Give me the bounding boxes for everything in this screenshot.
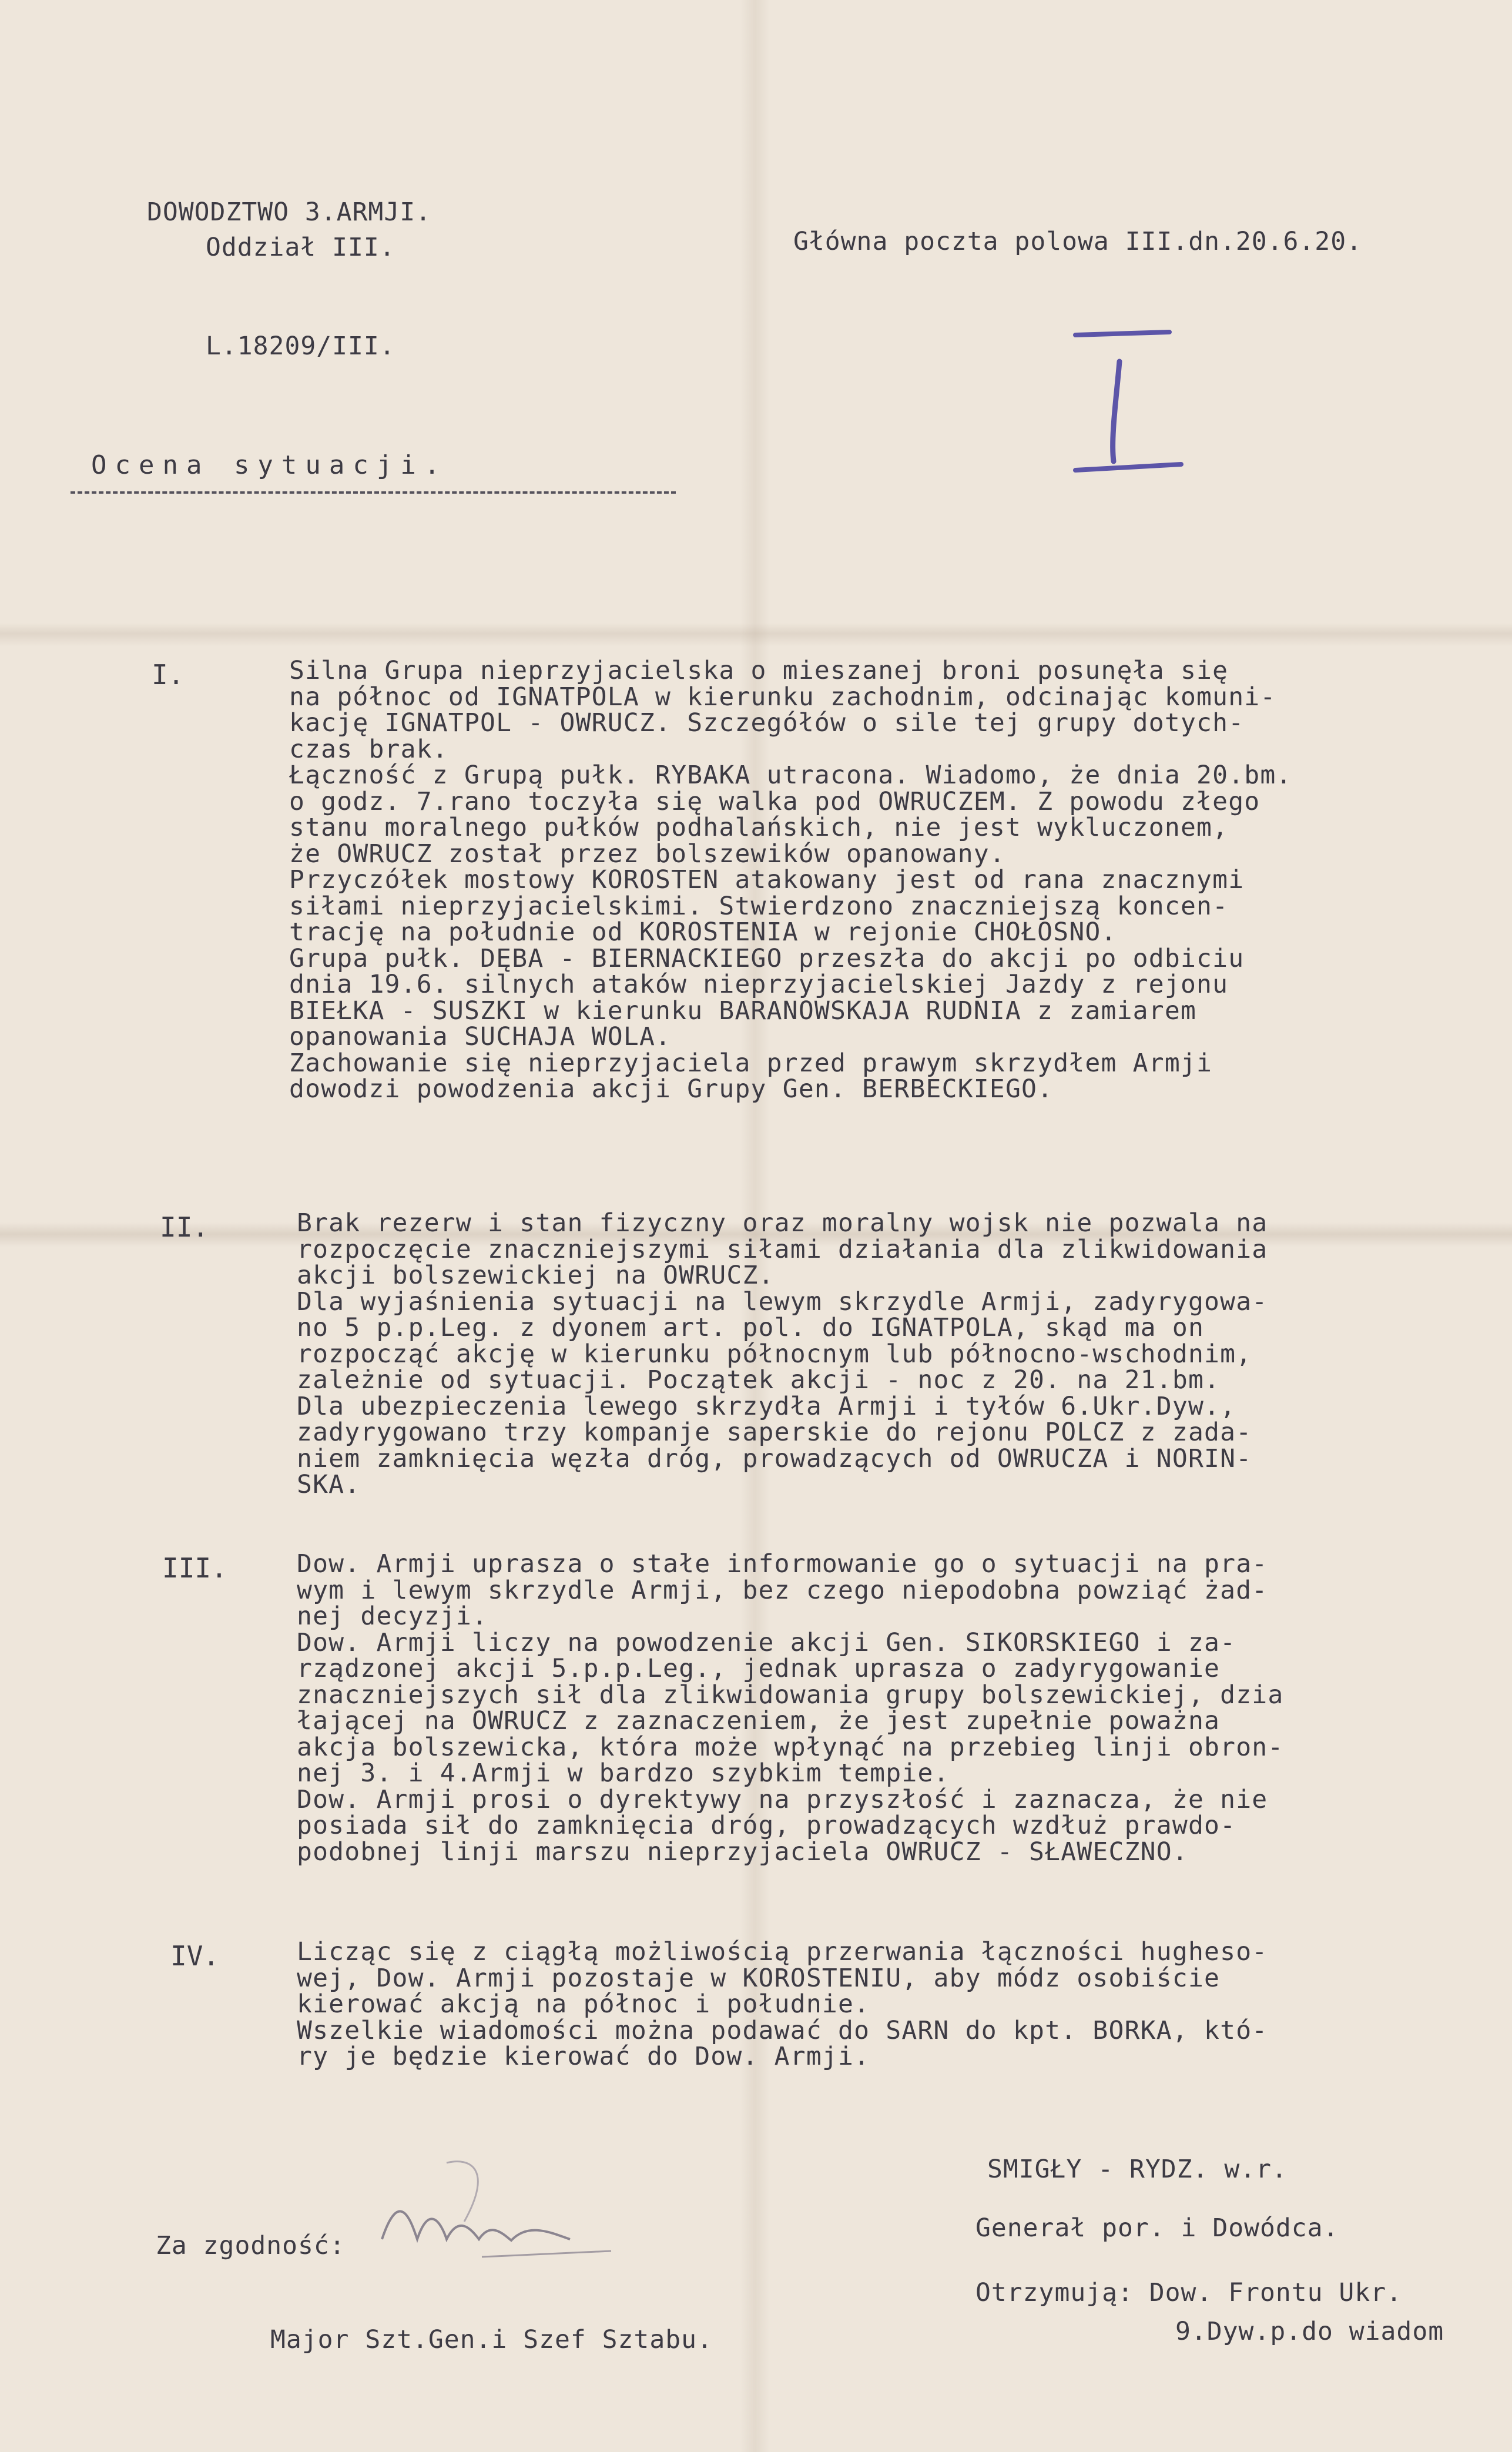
recipients-line-2: 9.Dyw.p.do wiadom [1175, 2317, 1444, 2346]
handwritten-signature [376, 2151, 635, 2304]
signatory-rank: Generał por. i Dowódca. [975, 2213, 1339, 2243]
section-line: niem zamknięcia węzła dróg, prowadzących od OWRUCZA i NORIN- [297, 1444, 1252, 1473]
section-line: o godz. 7.rano toczyła się walka pod OWRUCZEM. Z powodu złego [289, 787, 1260, 816]
signatory-name: SMIGŁY - RYDZ. w.r. [987, 2155, 1288, 2184]
certification-label: Za zgodność: [156, 2231, 346, 2260]
section-line: wej, Dow. Armji pozostaje w KOROSTENIU, aby módz osobiście [297, 1964, 1221, 1993]
section-line: nej decyzji. [297, 1602, 488, 1631]
section-number: I. [152, 659, 185, 691]
command-header: DOWODZTWO 3.ARMJI. [147, 197, 431, 227]
section-line: dowodzi powodzenia akcji Grupy Gen. BERBECKIEGO. [289, 1074, 1054, 1104]
section-line: podobnej linji marszu nieprzyjaciela OWRUCZ - SŁAWECZNO. [297, 1837, 1188, 1867]
section-line: Brak rezerw i stan fizyczny oraz moralny wojsk nie pozwala na [297, 1208, 1268, 1238]
section-line: SKA. [297, 1470, 361, 1499]
chief-of-staff-title: Major Szt.Gen.i Szef Sztabu. [270, 2325, 713, 2354]
section-line: Silna Grupa nieprzyjacielska o mieszanej broni posunęła się [289, 656, 1229, 685]
section-line: zadyrygowano trzy kompanje saperskie do rejonu POLCZ z zada- [297, 1418, 1252, 1447]
section-line: stanu moralnego pułków podhalańskich, nie jest wykluczonem, [289, 813, 1229, 842]
section-line: no 5 p.p.Leg. z dyonem art. pol. do IGNATPOLA, skąd ma on [297, 1313, 1205, 1342]
section-line: Dow. Armji liczy na powodzenie akcji Gen. SIKORSKIEGO i za- [297, 1628, 1236, 1657]
section-line: opanowania SUCHAJA WOLA. [289, 1022, 672, 1051]
section-line: wym i lewym skrzydle Armji, bez czego niepodobna powziąć żad- [297, 1576, 1268, 1605]
handwritten-roman-numeral-mark [1070, 326, 1187, 479]
section-line: Dow. Armji prosi o dyrektywy na przyszłość i zaznacza, że nie [297, 1785, 1268, 1814]
section-line: Przyczółek mostowy KOROSTEN atakowany jest od rana znacznymi [289, 865, 1245, 895]
reference-number: L.18209/III. [206, 331, 395, 361]
section-line: Zachowanie się nieprzyjaciela przed prawym skrzydłem Armji [289, 1049, 1213, 1078]
section-line: na północ od IGNATPOLA w kierunku zachodnim, odcinając komuni- [289, 682, 1276, 712]
section-line: zależnie od sytuacji. Początek akcji - noc z 20. na 21.bm. [297, 1365, 1221, 1395]
section-line: Wszelkie wiadomości można podawać do SARN do kpt. BORKA, któ- [297, 2016, 1268, 2045]
section-line: rządzonej akcji 5.p.p.Leg., jednak uprasza o zadyrygowanie [297, 1654, 1221, 1683]
department: Oddział III. [206, 233, 395, 262]
section-line: ry je będzie kierować do Dow. Armji. [297, 2042, 870, 2071]
section-number: III. [162, 1552, 227, 1584]
section-line: akcji bolszewickiej na OWRUCZ. [297, 1261, 775, 1290]
section-line: siłami nieprzyjacielskimi. Stwierdzono znaczniejszą koncen- [289, 892, 1229, 921]
section-line: kację IGNATPOL - OWRUCZ. Szczegółów o sile tej grupy dotych- [289, 708, 1245, 738]
section-line: nej 3. i 4.Armji w bardzo szybkim tempie. [297, 1758, 950, 1788]
section-line: znaczniejszych sił dla zlikwidowania grupy bolszewickiej, dzia [297, 1680, 1284, 1710]
section-number: IV. [170, 1940, 220, 1972]
section-line: posiada sił do zamknięcia dróg, prowadzących wzdłuż prawdo- [297, 1811, 1236, 1840]
section-line: rozpoczęcie znaczniejszymi siłami działania dla zlikwidowania [297, 1235, 1268, 1264]
section-line: BIEŁKA - SUSZKI w kierunku BARANOWSKAJA RUDNIA z zamiarem [289, 996, 1197, 1026]
section-line: rozpocząć akcję w kierunku północnym lub północno-wschodnim, [297, 1339, 1252, 1369]
section-line: trację na południe od KOROSTENIA w rejonie CHOŁOSNO. [289, 917, 1117, 947]
section-line: Grupa pułk. DĘBA - BIERNACKIEGO przeszła do akcji po odbiciu [289, 944, 1245, 973]
section-line: że OWRUCZ został przez bolszewików opanowany. [289, 839, 1005, 869]
document-title: Ocena sytuacji. [91, 450, 448, 480]
section-line: Łączność z Grupą pułk. RYBAKA utracona. Wiadomo, że dnia 20.bm. [289, 761, 1292, 790]
section-line: kierować akcją na północ i południe. [297, 1989, 870, 2019]
section-line: Dla wyjaśnienia sytuacji na lewym skrzydle Armji, zadyrygowa- [297, 1287, 1268, 1317]
section-line: Dla ubezpieczenia lewego skrzydła Armji i tyłów 6.Ukr.Dyw., [297, 1392, 1236, 1421]
section-number: II. [160, 1211, 209, 1243]
section-line: Dow. Armji uprasza o stałe informowanie go o sytuacji na pra- [297, 1549, 1268, 1579]
section-line: czas brak. [289, 735, 448, 764]
section-line: Licząc się z ciągłą możliwością przerwania łączności hughesо- [297, 1937, 1268, 1967]
section-line: akcja bolszewicka, która może wpłynąć na przebieg linji obron- [297, 1733, 1284, 1762]
title-underline [71, 491, 676, 494]
section-line: dnia 19.6. silnych ataków nieprzyjacielskiej Jazdy z rejonu [289, 970, 1229, 999]
recipients-line-1: Otrzymują: Dow. Frontu Ukr. [975, 2278, 1402, 2307]
post-and-date: Główna poczta polowa III.dn.20.6.20. [793, 227, 1362, 256]
section-line: łającej na OWRUCZ z zaznaczeniem, że jest zupełnie poważna [297, 1706, 1221, 1736]
